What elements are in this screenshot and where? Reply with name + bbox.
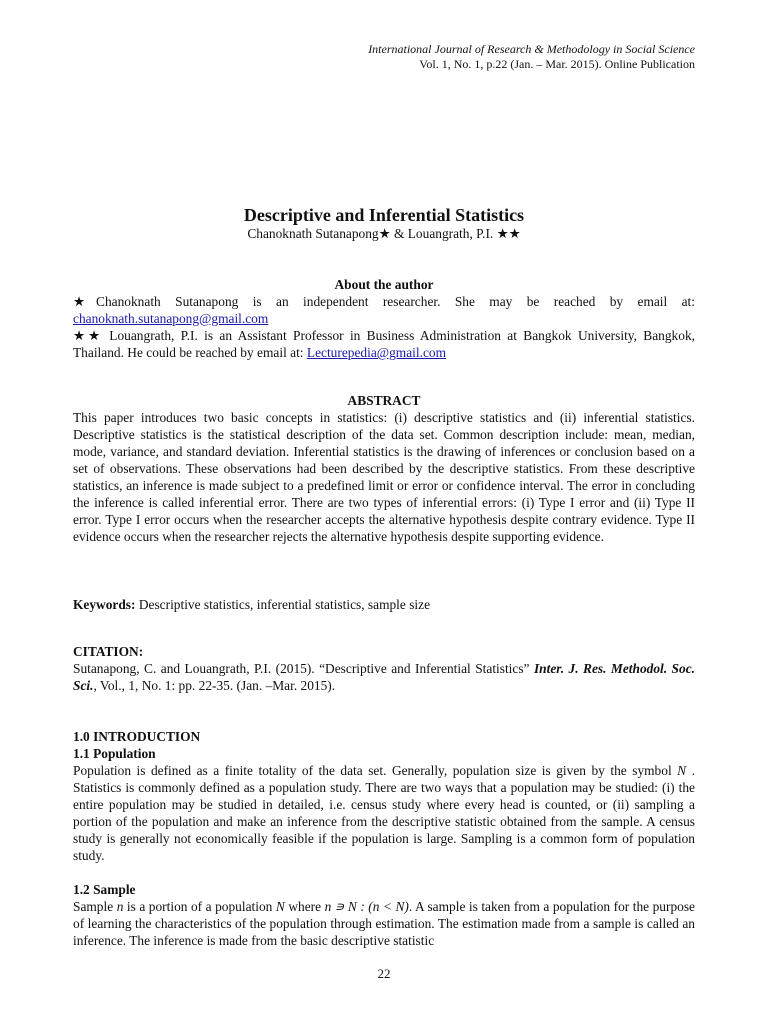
author1-note	[73, 293, 695, 327]
author1-text: ★Chanoknath Sutanapong is an independent researcher. She may be reached by email at:	[73, 294, 695, 309]
sample-text-part4: . A sample is taken from a population for the purpose of learning the characteristics of the population through estimation. The estimation made from a sample is called an inference. The inference is made from the basic descriptive statistic	[73, 899, 695, 948]
population-text-part1: Population is defined as a finite totality of the data set. Generally, population size is given by the symbol	[73, 763, 672, 778]
citation-text-after: , Vol., 1, No. 1: pp. 22-35. (Jan. –Mar. 2015).	[93, 678, 336, 693]
journal-name: International Journal of Research & Methodology in Social Science	[368, 42, 695, 56]
sample-N-symbol: N	[275, 899, 285, 914]
author2-text: ★★ Louangrath, P.I. is an Assistant Professor in Business Administration at Bangkok University, Bangkok, Thailand. He could be reached by email at:	[73, 328, 695, 360]
sample-heading: 1.2 Sample	[73, 882, 136, 897]
about-section	[73, 276, 695, 361]
keywords-section	[73, 596, 695, 613]
citation-text-before: Sutanapong, C. and Louangrath, P.I. (2015). “Descriptive and Inferential Statistics”	[73, 661, 530, 676]
introduction-section	[73, 728, 695, 949]
about-heading: About the author	[334, 277, 434, 292]
population-text-part2: . Statistics is commonly defined as a population study. There are two ways that a population may be studied: (i) the entire population may be studied in detailed, i.e. census study where every head is counted, or (ii) sampling a portion of the population and make an inference from the descriptive statistic obtained from the sample. A census study is generally not economically feasible if the population is large. Sampling is a common form of population study.	[73, 763, 695, 863]
paper-title: Descriptive and Inferential Statistics	[243, 205, 525, 225]
sample-text-part3: where	[288, 899, 322, 914]
author1-email-link[interactable]: chanoknath.sutanapong@gmail.com	[73, 311, 269, 326]
citation-section	[73, 643, 695, 694]
keywords-text: Descriptive statistics, inferential statistics, sample size	[138, 597, 431, 612]
abstract-heading: ABSTRACT	[347, 393, 421, 408]
page-number: 22	[377, 966, 391, 981]
author-line: Chanoknath Sutanapong★ & Louangrath, P.I. ★★	[247, 226, 521, 241]
abstract-text: This paper introduces two basic concepts in statistics: (i) descriptive statistics and (ii) inferential statistics. Descriptive statistics is the statistical description of the data set. Common description include: mean, median, mode, variance, and standard deviation. Inferential statistics is the drawing of inferences or conclusion based on a set of observations. These observations had been described by the descriptive statistics. From these descriptive statistics, an inference is made subject to a predefined limit or error or confidence interval. The error in concluding the inference is called inferential error. There are two types of inferential errors: (i) Type I error and (ii) Type II error. Type I error occurs when the researcher accepts the alternative hypothesis despite contrary evidence. Type II evidence occurs when the researcher rejects the alternative hypothesis despite supporting evidence.	[73, 410, 695, 544]
population-symbol: N	[677, 763, 687, 778]
sample-n-symbol: n	[116, 899, 124, 914]
volume-info: Vol. 1, No. 1, p.22 (Jan. – Mar. 2015). Online Publication	[419, 57, 695, 71]
sample-text-part2: is a portion of a population	[126, 899, 273, 914]
keywords-label: Keywords:	[73, 597, 136, 612]
running-header	[368, 42, 695, 72]
author2-email-link[interactable]: Lecturepedia@gmail.com	[306, 345, 447, 360]
abstract-section	[73, 392, 695, 545]
citation-text	[73, 660, 695, 694]
intro-heading: 1.0 INTRODUCTION	[73, 729, 201, 744]
sample-formula: n ∍ N : (n < N)	[324, 899, 409, 914]
sample-text-part1: Sample	[73, 899, 114, 914]
citation-heading: CITATION:	[73, 644, 144, 659]
author2-note	[73, 327, 695, 361]
population-text	[73, 762, 695, 864]
sample-text	[73, 898, 695, 949]
population-heading: 1.1 Population	[73, 746, 156, 761]
citation-journal: Inter. J. Res. Methodol. Soc. Sci.	[73, 661, 695, 693]
